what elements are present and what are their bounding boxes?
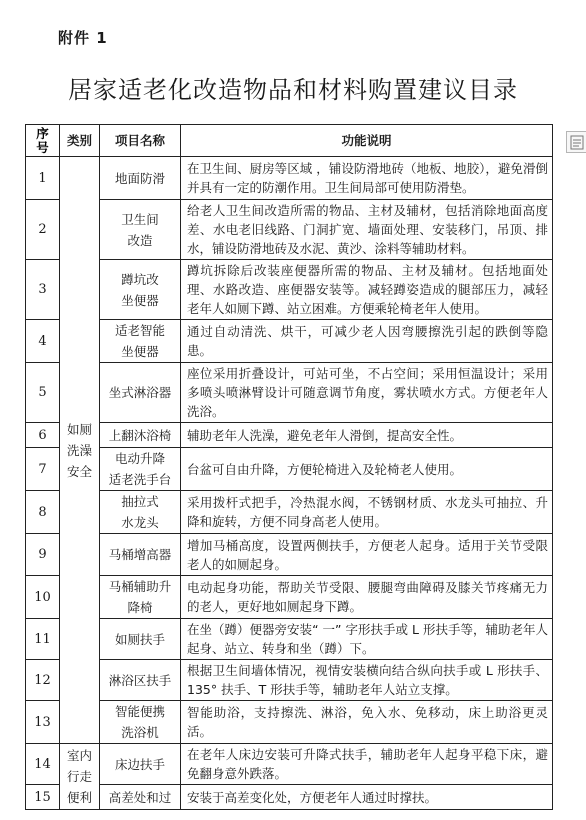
header-category: 类别 <box>60 125 100 157</box>
row-item-name: 坐式淋浴器 <box>100 363 181 423</box>
row-description: 采用拨杆式把手，冷热混水阀，不锈钢材质、水龙头可抽拉、升降和旋转，方便不同身高老人使用。 <box>181 491 553 534</box>
row-item-name: 地面防滑 <box>100 157 181 200</box>
table-row <box>26 320 553 363</box>
row-item-name: 淋浴区扶手 <box>100 660 181 701</box>
row-description: 根据卫生间墙体情况，视情安装横向结合纵向扶手或 L 形扶手、135° 扶手、T 形扶手等，辅助老年人站立支撑。 <box>181 660 553 701</box>
attachment-label: 附件 1 <box>58 29 108 47</box>
row-item-name: 马桶辅助升 降椅 <box>100 576 181 619</box>
row-item-name: 高差处和过 <box>100 785 181 810</box>
table-header-row <box>26 125 553 157</box>
header-desc: 功能说明 <box>181 125 553 157</box>
row-seq: 8 <box>26 491 60 534</box>
table-row <box>26 534 553 576</box>
header-seq-label: 序 号 <box>36 125 49 155</box>
row-category: 室内 行走 便利 <box>60 744 100 810</box>
table-row <box>26 491 553 534</box>
table-row <box>26 157 553 200</box>
row-item-name: 床边扶手 <box>100 744 181 785</box>
row-item-name: 上翻沐浴椅 <box>100 423 181 448</box>
row-description: 辅助老年人洗澡，避免老年人滑倒，提高安全性。 <box>181 423 553 448</box>
row-description: 安装于高差变化处，方便老年人通过时撑扶。 <box>181 785 553 810</box>
row-item-name: 马桶增高器 <box>100 534 181 576</box>
row-description: 在老年人床边安装可升降式扶手，辅助老年人起身平稳下床，避免翻身意外跌落。 <box>181 744 553 785</box>
row-description: 通过自动清洗、烘干，可减少老人因弯腰擦洗引起的跌倒等隐患。 <box>181 320 553 363</box>
row-seq: 6 <box>26 423 60 448</box>
header-name: 项目名称 <box>100 125 181 157</box>
table-row <box>26 423 553 448</box>
row-description: 座位采用折叠设计，可站可坐，不占空间；采用恒温设计；采用多喷头喷淋臂设计可随意调节角度，雾状喷水方式。方便老年人洗浴。 <box>181 363 553 423</box>
table-row <box>26 363 553 423</box>
row-description: 电动起身功能，帮助关节受限、腰腿弯曲障碍及膝关节疼痛无力的老人，更好地如厕起身下蹲。 <box>181 576 553 619</box>
row-description: 智能助浴，支持擦洗、淋浴，免入水、免移动，床上助浴更灵活。 <box>181 701 553 744</box>
side-panel-toggle[interactable] <box>566 131 586 153</box>
row-seq: 14 <box>26 744 60 785</box>
row-seq: 11 <box>26 619 60 660</box>
header-seq <box>26 125 60 157</box>
row-description: 蹲坑拆除后改装座便器所需的物品、主材及辅材。包括地面处理、水路改造、座便器安装等。减轻蹲姿造成的腿部压力，减轻老年人如厕下蹲、站立困难。方便乘轮椅老年人使用。 <box>181 260 553 320</box>
row-seq: 5 <box>26 363 60 423</box>
row-seq: 12 <box>26 660 60 701</box>
row-seq: 13 <box>26 701 60 744</box>
catalog-table <box>25 124 553 810</box>
row-seq: 3 <box>26 260 60 320</box>
row-item-name: 适老智能 坐便器 <box>100 320 181 363</box>
row-description: 增加马桶高度，设置两侧扶手，方便老人起身。适用于关节受限老人的如厕起身。 <box>181 534 553 576</box>
row-seq: 10 <box>26 576 60 619</box>
row-item-name: 如厕扶手 <box>100 619 181 660</box>
table-row <box>26 619 553 660</box>
row-description: 台盆可自由升降，方便轮椅进入及轮椅老人使用。 <box>181 448 553 491</box>
table-row <box>26 448 553 491</box>
row-seq: 4 <box>26 320 60 363</box>
row-description: 给老人卫生间改造所需的物品、主材及辅材，包括消除地面高度差、水电老旧线路、门洞扩宽、墙面处理、安装移门，吊顶、排水，铺设防滑地砖及水泥、黄沙、涂料等辅助材料。 <box>181 200 553 260</box>
row-item-name: 电动升降 适老洗手台 <box>100 448 181 491</box>
row-item-name: 智能便携 洗浴机 <box>100 701 181 744</box>
row-item-name: 抽拉式 水龙头 <box>100 491 181 534</box>
table-row <box>26 785 553 810</box>
table-row <box>26 660 553 701</box>
row-description: 在卫生间、厨房等区域 ，铺设防滑地砖（地板、地胶），避免滑倒并具有一定的防潮作用。卫生间局部可使用防滑垫。 <box>181 157 553 200</box>
table-row <box>26 701 553 744</box>
table-row <box>26 260 553 320</box>
row-seq: 2 <box>26 200 60 260</box>
row-item-name: 蹲坑改 坐便器 <box>100 260 181 320</box>
row-category: 如厕 洗澡 安全 <box>60 157 100 744</box>
row-item-name: 卫生间 改造 <box>100 200 181 260</box>
table-row <box>26 576 553 619</box>
table-row <box>26 744 553 785</box>
table-row <box>26 200 553 260</box>
row-seq: 9 <box>26 534 60 576</box>
document-title: 居家适老化改造物品和材料购置建议目录 <box>68 76 518 104</box>
row-seq: 1 <box>26 157 60 200</box>
row-seq: 15 <box>26 785 60 810</box>
document-icon <box>567 135 586 150</box>
row-description: 在坐（蹲）便器旁安装“ 一” 字形扶手或 L 形扶手等，辅助老年人起身、站立、转身和坐（蹲）下。 <box>181 619 553 660</box>
row-seq: 7 <box>26 448 60 491</box>
